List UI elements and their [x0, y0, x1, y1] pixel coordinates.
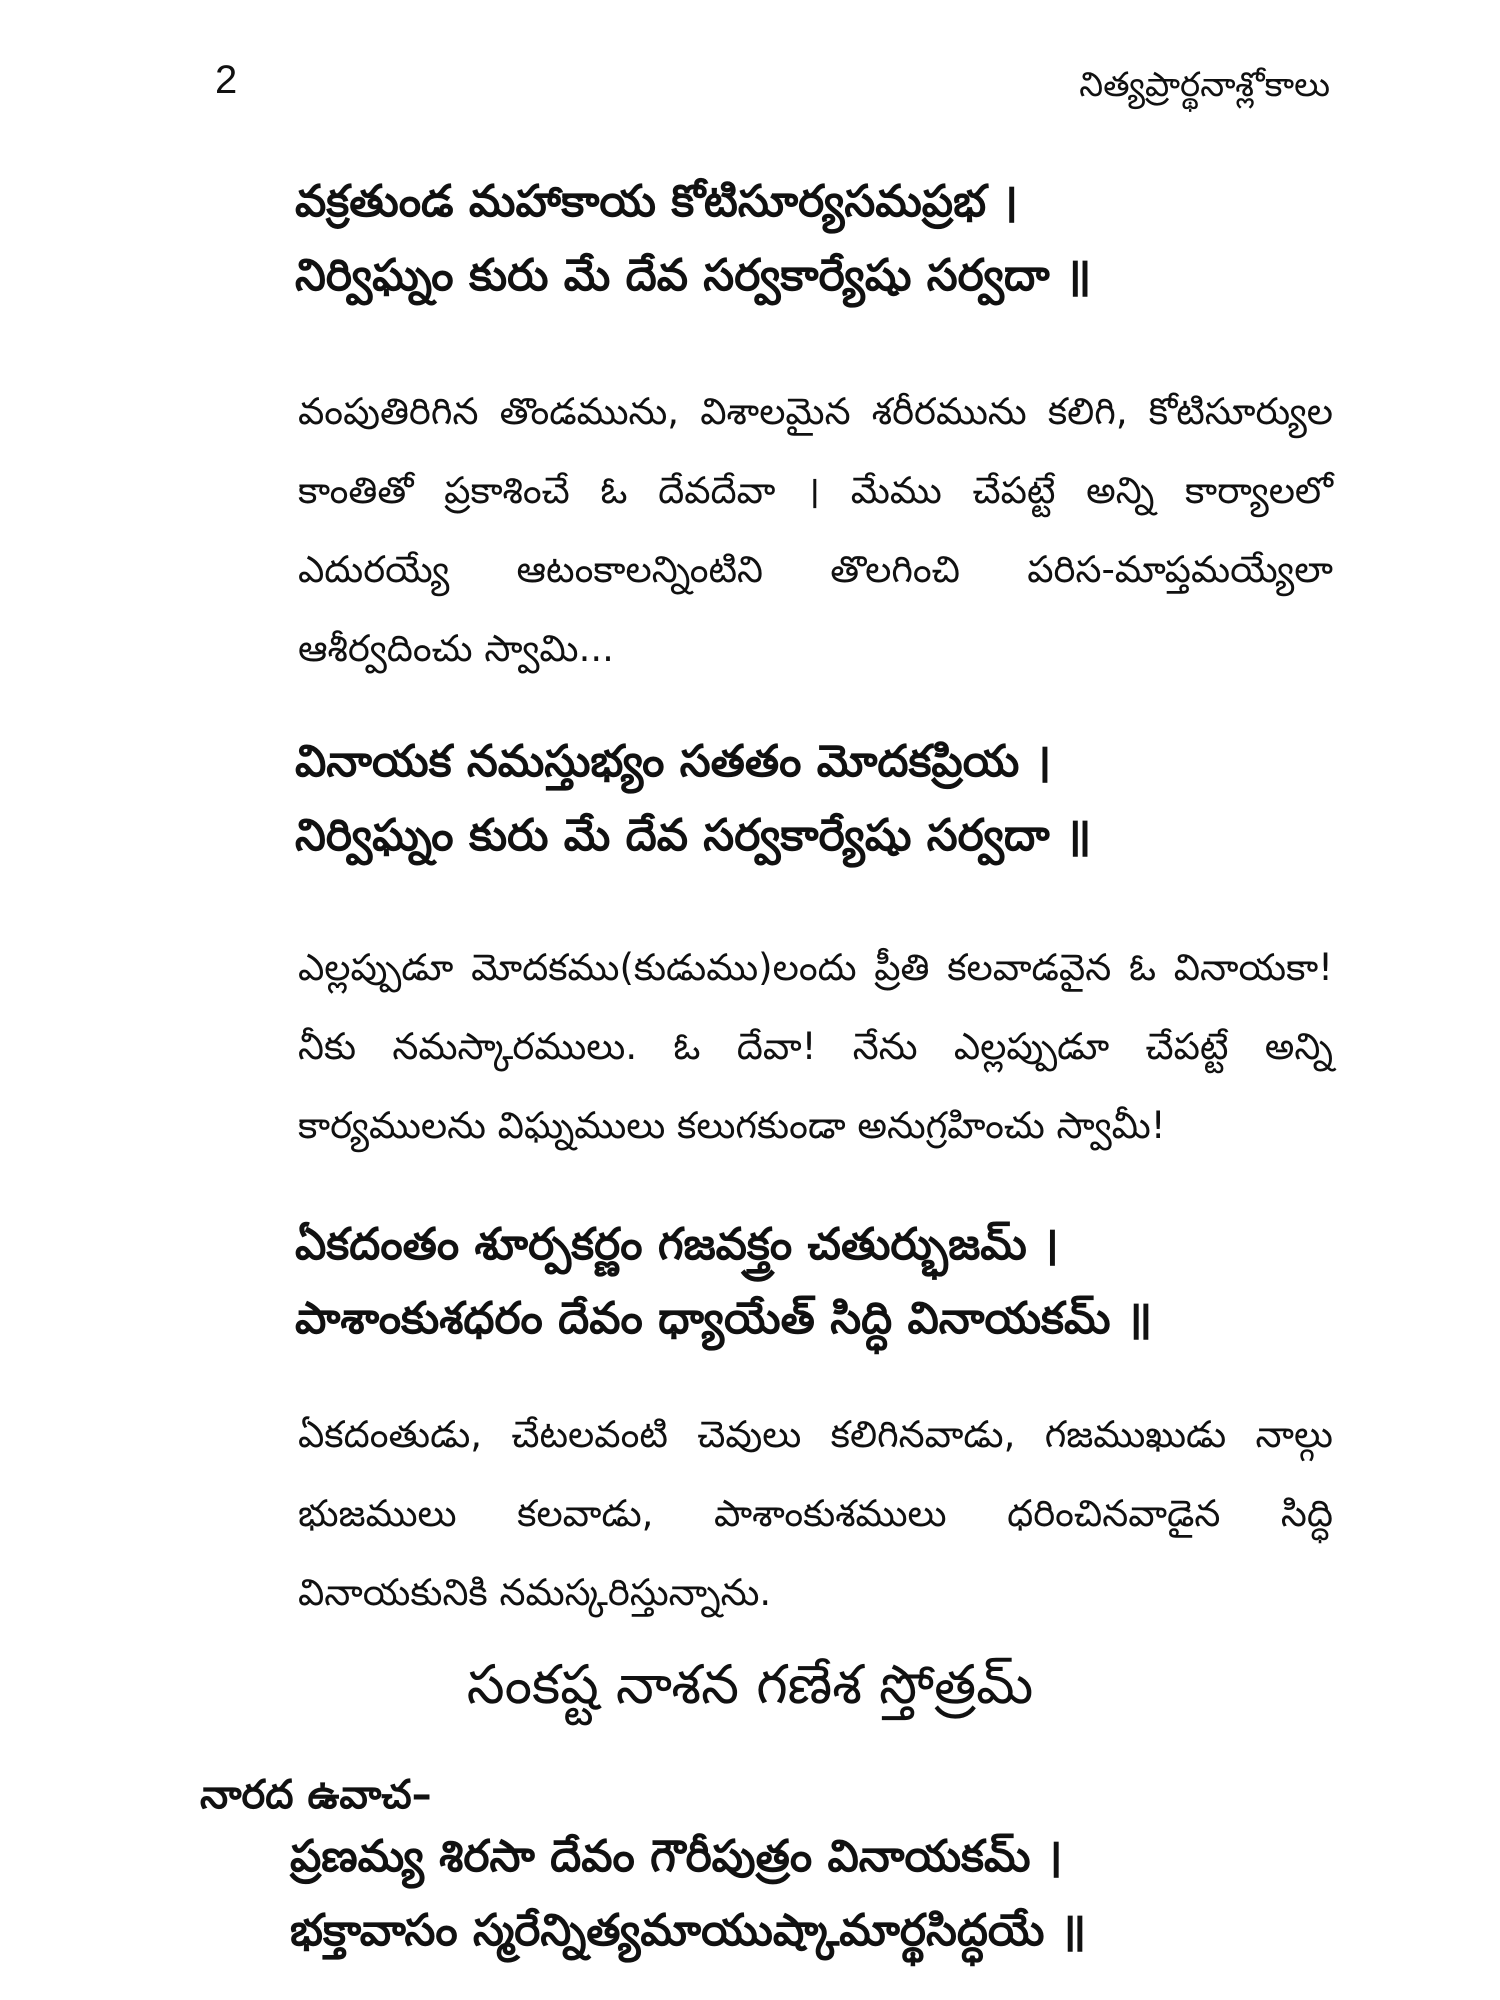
verse-line: వినాయక నమస్తుభ్యం సతతం మోదకప్రియ । — [295, 736, 1052, 787]
verse-line: ఏకదంతం శూర్పకర్ణం గజవక్త్రం చతుర్భుజమ్ । — [295, 1219, 1059, 1270]
paragraph-text: ఏకదంతుడు, చేటలవంటి చెవులు కలిగినవాడు, గజముఖుడు నాల్గు భుజములు కలవాడు, పాశాంకుశములు ధరించినవాడైన సిద్ధి వినాయకునికి నమస్కరిస్తున్నాను. — [298, 1413, 1333, 1614]
verse-4 — [290, 1820, 1086, 1968]
verse-line: నిర్విఘ్నం కురు మే దేవ సర్వకార్యేషు సర్వదా ॥ — [295, 810, 1092, 861]
meaning-paragraph-3 — [208, 1395, 1333, 1632]
verse-line: పాశాంకుశధరం దేవం ధ్యాయేత్ సిద్ధి వినాయకమ్ ॥ — [295, 1293, 1153, 1344]
paragraph-text: వంపుతిరిగిన తొండమును, విశాలమైన శరీరమును కలిగి, కోటిసూర్యుల కాంతితో ప్రకాశించే ఓ దేవదేవా । మేము చేపట్టే అన్ని కార్యాలలో ఎదురయ్యే ఆటంకాలన్నింటిని తొలగించి పరిస-మాప్తమయ్యేలా ఆశీర్వదించు స్వామి... — [298, 390, 1333, 670]
verse-line: భక్తావాసం స్మరేన్నిత్యమాయుష్కామార్థసిద్ధయే ॥ — [290, 1905, 1087, 1956]
verse-line: ప్రణమ్య శిరసా దేవం గౌరీపుత్రం వినాయకమ్ । — [290, 1831, 1063, 1882]
speaker-label: నారద ఉవాచ– — [200, 1772, 432, 1818]
verse-1 — [295, 165, 1091, 313]
verse-3 — [295, 1208, 1152, 1356]
verse-line: నిర్విఘ్నం కురు మే దేవ సర్వకార్యేషు సర్వదా ॥ — [295, 250, 1092, 301]
section-title: సంకష్ట నాశన గణేశ స్తోత్రమ్ — [466, 1653, 1034, 1716]
paragraph-text: ఎల్లప్పుడూ మోదకము(కుడుము)లందు ప్రీతి కలవాడవైన ఓ వినాయకా! నీకు నమస్కారములు. ఓ దేవా! నేను ఎల్లప్పుడూ చేపట్టే అన్ని కార్యములను విఘ్నములు కలుగకుండా అనుగ్రహించు స్వామీ! — [298, 946, 1333, 1147]
verse-line: వక్రతుండ మహాకాయ కోటిసూర్యసమప్రభ । — [295, 176, 1019, 227]
page-number: 2 — [215, 58, 238, 102]
verse-2 — [295, 725, 1091, 873]
meaning-paragraph-1 — [208, 372, 1333, 688]
meaning-paragraph-2 — [208, 928, 1333, 1165]
running-header-title: నిత్యప్రార్థనాశ్లోకాలు — [1079, 65, 1330, 105]
